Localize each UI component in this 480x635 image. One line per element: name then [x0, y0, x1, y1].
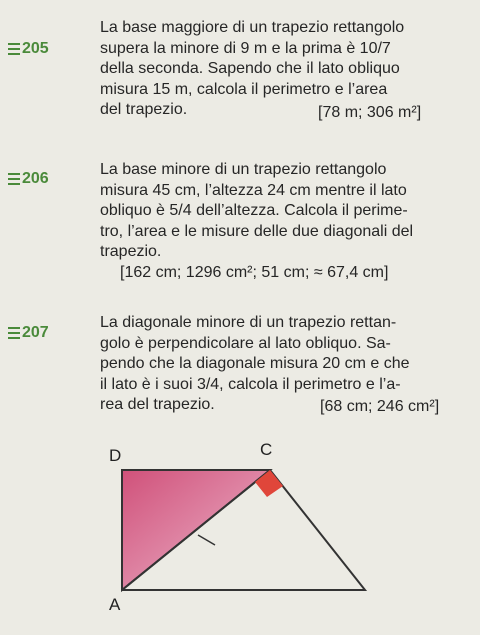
text-line: misura 45 cm, l’altezza 24 cm mentre il lato	[100, 181, 407, 199]
text-line: pendo che la diagonale misura 20 cm e che	[100, 355, 410, 372]
difficulty-icon	[8, 173, 20, 185]
trapezoid-diagram	[95, 440, 395, 630]
answer: [68 cm; 246 cm²]	[320, 398, 440, 415]
difficulty-icon	[8, 327, 20, 339]
text-line: La base maggiore di un trapezio rettangolo	[100, 19, 405, 36]
tick-mark	[198, 535, 215, 545]
text-line: obliquo è 5/4 dell’altezza. Calcola il perime-	[100, 202, 408, 219]
text-line: La base minore di un trapezio rettangolo	[100, 161, 387, 178]
text-line: rea del trapezio.	[100, 396, 215, 413]
text-line: La diagonale minore di un trapezio rettan-	[100, 314, 397, 331]
exercise-marker	[8, 40, 49, 58]
problem-number: 206	[22, 170, 49, 187]
text-line: trapezio.	[100, 243, 162, 260]
vertex-label-d: D	[109, 446, 122, 465]
exercise-marker	[8, 170, 49, 188]
text-line: del trapezio.	[100, 101, 188, 118]
answer: [78 m; 306 m²]	[318, 104, 422, 121]
text-line: misura 15 m, calcola il perimetro e l’area	[100, 80, 388, 98]
problem-number: 207	[22, 324, 49, 341]
text-line: della seconda. Sapendo che il lato obliquo	[100, 60, 400, 77]
text-line: supera la minore di 9 m e la prima è 10/7	[100, 39, 391, 57]
text-line: il lato è i suoi 3/4, calcola il perimetro e l’a-	[100, 375, 401, 393]
vertex-label-c: C	[260, 440, 273, 459]
trapezoid-figure	[95, 440, 395, 630]
answer: [162 cm; 1296 cm²; 51 cm; ≈ 67,4 cm]	[120, 264, 389, 281]
exercise-marker	[8, 324, 49, 342]
difficulty-icon	[8, 43, 20, 55]
vertex-label-a: A	[109, 595, 121, 614]
problem-text	[100, 160, 462, 263]
text-line: tro, l’area e le misure delle due diagonali del	[100, 222, 414, 240]
problem-number: 205	[22, 40, 49, 57]
text-line: golo è perpendicolare al lato obliquo. Sa-	[100, 334, 391, 352]
